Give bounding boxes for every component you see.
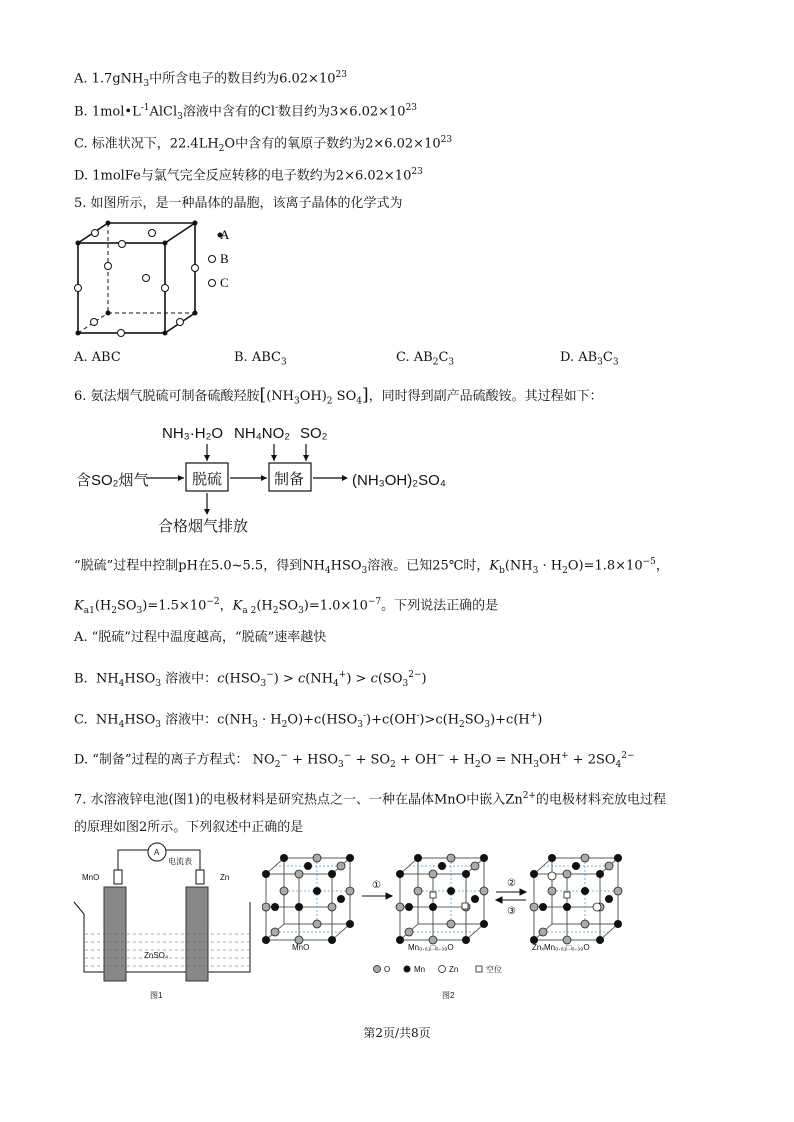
box-prepare-label: 制备 — [274, 471, 305, 488]
step3-label: ③ — [507, 906, 516, 917]
q6-option-d: D. “制备”过程的离子方程式： $NO_2^- + HSO_3^- + SO_2 + OH^- + H_2O = NH_3OH^+ + 2SO_4^{2-}$ — [74, 751, 635, 770]
figure1-battery — [70, 842, 260, 1004]
q7-stem-line1: 7. 水溶液锌电池(图1)的电极材料是研究热点之一、一种在晶体MnO中嵌入$Zn^{2+}$的电极材料充放电过程 — [74, 791, 666, 808]
q6-condition-2: $K_{a1}(H_2SO_3)=1.5\times 10^{-2}$，$K_{a 2}(H_2SO_3)=1.0\times 10^{-7}$。下列说法正确的是 — [74, 597, 499, 616]
crystal-cell-diagram — [70, 218, 250, 343]
q5-stem: 5. 如图所示，是一种晶体的晶胞，该离子晶体的化学式为 — [74, 196, 403, 211]
q4-option-c: C. 标准状况下，$22.4LH_2O$中含有的氧原子数约为$2\times 6.02\times 10^{23}$ — [74, 135, 453, 154]
solution-label: ZnSO₄ — [144, 951, 169, 960]
q6-condition-1: “脱硫”过程中控制pH在5.0~5.5，得到$NH_4HSO_3$溶液。已知25℃时，$K_b(NH_3 \cdot H_2O)=1.8\times 10^{-5}$， — [74, 557, 669, 576]
legend-c: C — [220, 275, 229, 290]
q5-option-b: B. $ABC_3$ — [234, 350, 287, 368]
legend-a: A — [220, 227, 230, 242]
ammeter-label: 电流表 — [168, 857, 192, 866]
q6-option-c: C. $NH_4HSO_3$ 溶液中：$c(NH_3 \cdot H_2O)+c(HSO_3^-)+c(OH^-)>c(H_2SO_3)+c(H^+)$ — [74, 711, 543, 730]
q5-option-c: C. $AB_2C_3$ — [396, 350, 455, 368]
q4-option-a: A. 1.7gNH$_3$中所含电子的数目约为$6.02\times 10^{23}$ — [74, 70, 347, 89]
legend-o: O — [384, 965, 391, 974]
flow-input: 含SO₂烟气 — [76, 472, 149, 489]
cell2-label: Mn₀.₆₁□₀.₃₉O — [408, 943, 454, 952]
step2-label: ② — [507, 878, 516, 889]
q6-option-a: A. “脱硫”过程中温度越高，“脱硫”速率越快 — [74, 630, 327, 645]
q6-flow-diagram — [74, 418, 474, 543]
flow-output: (NH₃OH)₂SO₄ — [352, 472, 446, 489]
step1-label: ① — [372, 880, 381, 891]
q5-option-a: A. ABC — [74, 350, 121, 365]
q6-option-b: B. $NH_4HSO_3$ 溶液中：$c(HSO_3^-) > c(NH_4^+) > c(SO_3^{2-})$ — [74, 670, 427, 689]
legend-mn: Mn — [414, 965, 426, 974]
flow-exhaust: 合格烟气排放 — [158, 518, 249, 535]
q4-option-b: B. $1mol•L^{-1}AlCl_3$溶液中含有的Cl-数目约为$3\times 6.02\times 10^{23}$ — [74, 103, 418, 122]
cell1-label: MnO — [292, 943, 310, 952]
figure1-caption: 图1 — [150, 991, 163, 1000]
figure2-caption: 图2 — [442, 991, 455, 1000]
q6-stem-b: ，同时得到副产品硫酸铵。其过程如下： — [368, 389, 603, 404]
q4-option-d: D. 1molFe与氯气完全反应转移的电子数约为$2\times 6.02\times 10^{23}$ — [74, 167, 423, 184]
legend-zn: Zn — [449, 965, 459, 974]
reagent-so2: SO₂ — [300, 425, 328, 442]
reagent-nh4no2: NH₄NO₂ — [234, 425, 291, 442]
q6-stem-a: 6. 氨法烟气脱硫可制备硫酸羟胺 — [74, 389, 260, 404]
legend-b: B — [220, 251, 229, 266]
legend-vacancy: 空位 — [486, 965, 502, 974]
reagent-nh3h2o: NH₃·H₂O — [162, 425, 224, 442]
box-desulfur-label: 脱硫 — [192, 471, 223, 488]
mno-electrode-label: MnO — [82, 873, 100, 882]
cell3-label: ZnₓMn₀.₆₁□₀.₃₉O — [532, 943, 590, 952]
q7-stem-line2: 的原理如图2所示。下列叙述中正确的是 — [74, 820, 304, 835]
q5-option-d: D. $AB_3C_3$ — [560, 350, 619, 368]
ammeter-symbol: A — [154, 848, 160, 857]
figure2-crystal-transformation — [262, 846, 642, 1006]
q6-stem: 6. 氨法烟气脱硫可制备硫酸羟胺[$(NH_3OH)_2$ $SO_4$]，同时得到副产品硫酸铵。其过程如下： — [74, 385, 603, 407]
zn-electrode-label: Zn — [220, 873, 230, 882]
page-footer: 第2页/共8页 — [363, 1026, 431, 1040]
